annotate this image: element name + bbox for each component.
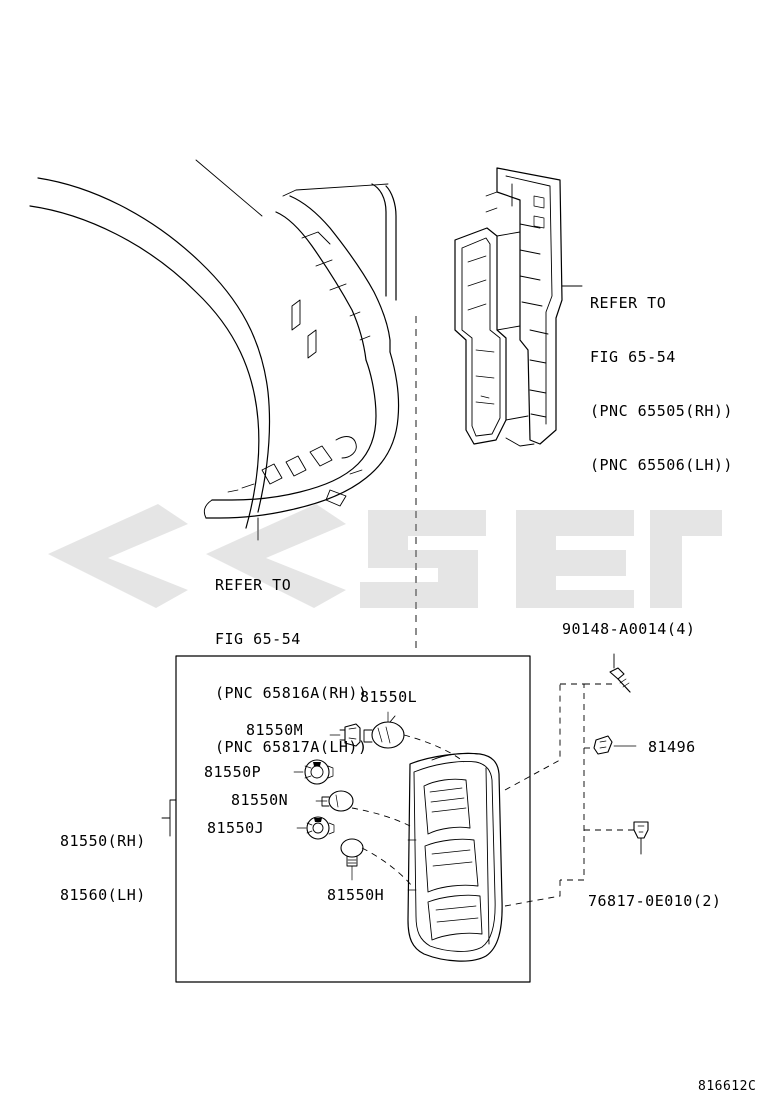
callout-lower-line-2: FIG 65-54 xyxy=(215,630,301,648)
socket-81550J-art xyxy=(307,817,334,839)
part-label-90148-A0014: 90148-A0014(4) xyxy=(562,620,696,638)
part-label-81550P: 81550P xyxy=(204,763,262,781)
dash-bulb-to-lamp-2 xyxy=(362,848,412,886)
callout-lower-line-4: (PNC 65817A(LH)) xyxy=(215,738,368,756)
dash-lamp-to-bracket-top xyxy=(505,684,560,790)
callout-upper-line-2: FIG 65-54 xyxy=(590,348,676,366)
part-label-81550M: 81550M xyxy=(246,721,304,739)
assembly-bracket xyxy=(162,800,176,836)
dash-lamp-to-bracket-bottom xyxy=(505,880,560,906)
bulb-81550H-art xyxy=(341,839,363,866)
dash-bulb-to-lamp-3 xyxy=(352,808,410,826)
rear-pillar-reinforcement-art xyxy=(455,168,562,446)
part-label-81550N: 81550N xyxy=(231,791,289,809)
assembly-label xyxy=(60,796,146,940)
body-side-panel-art xyxy=(30,160,399,528)
tail-lamp-housing-art xyxy=(408,753,502,961)
callout-lower-line-1: REFER TO xyxy=(215,576,292,594)
callout-upper-line-1: REFER TO xyxy=(590,294,667,312)
assembly-label-lh: 81560(LH) xyxy=(60,886,146,904)
bulb-81550L-art xyxy=(364,716,404,748)
part-label-81550L: 81550L xyxy=(360,688,418,706)
callout-refer-fig-65-54-upper xyxy=(590,258,733,510)
clip-81496-art xyxy=(594,736,612,754)
part-label-81496: 81496 xyxy=(648,738,696,756)
assembly-label-rh: 81550(RH) xyxy=(60,832,146,850)
dash-bulb-to-lamp-1 xyxy=(404,735,464,762)
screw-90148-A0014-art xyxy=(610,668,630,692)
callout-upper-line-4: (PNC 65506(LH)) xyxy=(590,456,733,474)
callout-lower-line-3: (PNC 65816A(RH)) xyxy=(215,684,368,702)
part-label-76817-0E010: 76817-0E010(2) xyxy=(588,892,722,910)
part-label-81550H: 81550H xyxy=(327,886,385,904)
callout-upper-line-3: (PNC 65505(RH)) xyxy=(590,402,733,420)
part-label-81550J: 81550J xyxy=(207,819,265,837)
callout-refer-fig-65-54-lower xyxy=(215,540,368,792)
footer-drawing-code: 816612C xyxy=(698,1079,757,1094)
dash-fastener-bracket xyxy=(560,684,584,880)
clip-76817-0E010-art xyxy=(634,822,648,838)
